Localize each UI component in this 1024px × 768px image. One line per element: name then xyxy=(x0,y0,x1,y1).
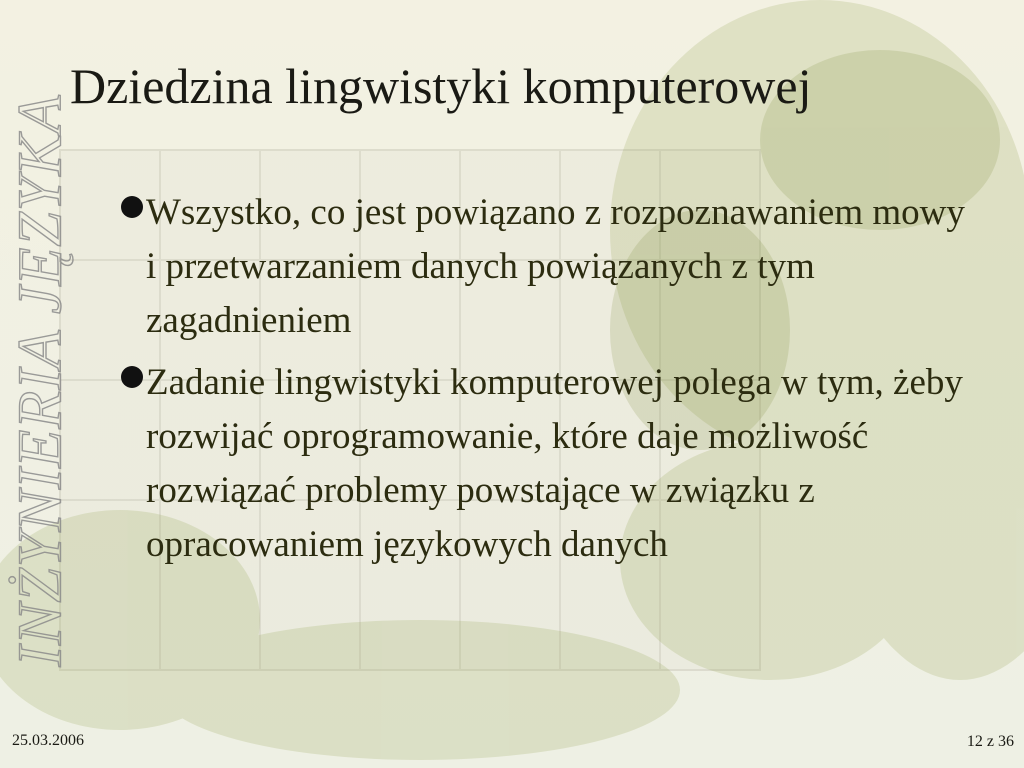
bullet-dot-icon xyxy=(118,188,146,216)
bullet-item xyxy=(118,356,978,572)
bullet-list xyxy=(118,186,978,580)
bullet-dot-icon xyxy=(118,358,146,386)
slide-title: Dziedzina lingwistyki komputerowej xyxy=(70,58,812,114)
footer-date: 25.03.2006 xyxy=(12,732,84,749)
bullet-text: Wszystko, co jest powiązano z rozpoznawaniem mowy i przetwarzaniem danych powiązanych z tym zagadnieniem xyxy=(146,192,965,341)
bullet-item xyxy=(118,186,978,348)
banner-text: INŻYNIERIA JĘZYKA xyxy=(6,93,75,667)
footer-page-number: 12 z 36 xyxy=(966,733,1014,750)
bullet-text: Zadanie lingwistyki komputerowej polega w tym, żeby rozwijać oprogramowanie, które daje możliwość rozwiązać problemy powstające w związku z opracowaniem językowych danych xyxy=(146,362,963,565)
vertical-banner xyxy=(6,40,76,720)
